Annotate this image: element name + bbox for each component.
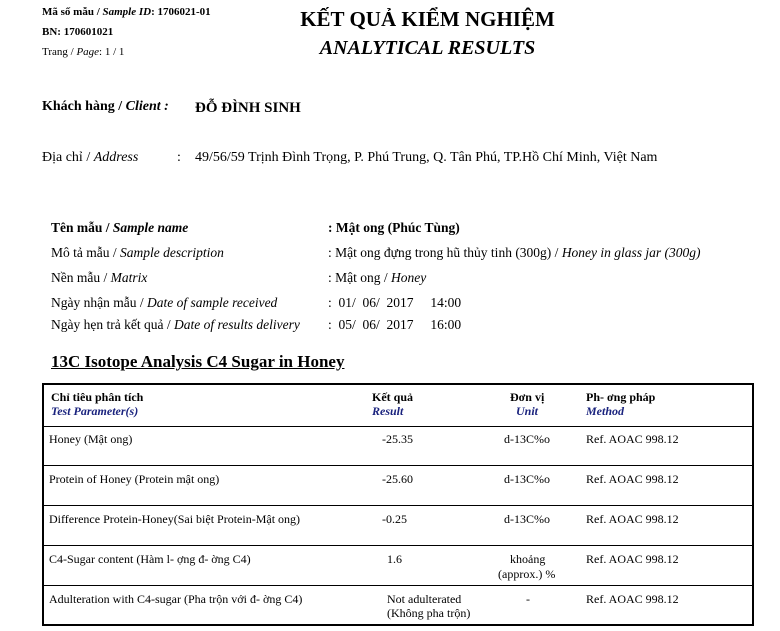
row-2-unit: d-13C%o xyxy=(504,512,550,526)
header-method-vn: Ph- ơng pháp xyxy=(586,390,656,404)
row-0-param: Honey (Mật ong) xyxy=(49,432,133,446)
sample-desc-label xyxy=(51,245,224,261)
row-divider xyxy=(44,545,752,546)
client-name: ĐỖ ĐÌNH SINH xyxy=(195,100,301,116)
address-value: 49/56/59 Trịnh Đình Trọng, P. Phú Trung, Q. Tân Phú, TP.Hồ Chí Minh, Việt Nam xyxy=(195,150,658,165)
row-2-method: Ref. AOAC 998.12 xyxy=(586,512,679,526)
title-vietnamese: KẾT QUẢ KIỂM NGHIỆM xyxy=(300,7,555,31)
matrix-label-en: Matrix xyxy=(110,270,148,285)
row-1-unit: d-13C%o xyxy=(504,472,550,486)
row-divider xyxy=(44,585,752,586)
row-3-method: Ref. AOAC 998.12 xyxy=(586,552,679,566)
row-divider xyxy=(44,505,752,506)
results-table xyxy=(42,383,754,626)
page-value: : 1 / 1 xyxy=(99,46,125,58)
row-1-method: Ref. AOAC 998.12 xyxy=(586,472,679,486)
client-label xyxy=(42,99,169,115)
sample-id-value: : 1706021-01 xyxy=(151,6,211,18)
row-0-unit: d-13C%o xyxy=(504,432,550,446)
row-4-result: Not adulterated xyxy=(387,592,462,606)
row-4-param: Adulteration with C4-sugar (Pha trộn với đ- ờng C4) xyxy=(49,592,303,606)
header-unit-en: Unit xyxy=(516,404,539,418)
sample-desc-label-vn: Mô tả mẫu / xyxy=(51,245,120,260)
row-0-result: -25.35 xyxy=(382,432,413,446)
matrix-value-vn: : Mật ong / xyxy=(328,270,391,285)
sample-id-label-en: Sample ID xyxy=(102,6,152,18)
received-date-label xyxy=(51,295,277,311)
row-divider xyxy=(44,426,752,427)
received-label-en: Date of sample received xyxy=(146,295,278,310)
row-3-result: 1.6 xyxy=(387,552,402,566)
row-4-unit: - xyxy=(526,592,530,606)
header-param-en: Test Parameter(s) xyxy=(51,404,139,418)
sample-desc-value-en: Honey in glass jar (300g) xyxy=(561,245,701,260)
section-title: 13C Isotope Analysis C4 Sugar in Honey xyxy=(51,352,345,371)
address-label xyxy=(42,150,138,166)
matrix-value xyxy=(328,270,426,286)
row-1-param: Protein of Honey (Protein mật ong) xyxy=(49,472,220,486)
sample-name-label-vn: Tên mẫu / xyxy=(51,220,113,235)
client-label-vn: Khách hàng / xyxy=(42,99,126,114)
address-label-en: Address xyxy=(93,150,139,165)
address-colon: : xyxy=(177,150,181,165)
header-result-en: Result xyxy=(372,404,404,418)
header-param-vn: Chỉ tiêu phân tích xyxy=(51,390,144,404)
row-4-result-vn: (Không pha trộn) xyxy=(387,606,471,620)
header-method-en: Method xyxy=(586,404,625,418)
client-label-en: Client : xyxy=(125,99,169,114)
sample-name-label-en: Sample name xyxy=(112,220,189,235)
row-3-unit-approx: (approx.) % xyxy=(498,567,556,581)
sample-id-label-vn: Mã số mẫu / xyxy=(42,6,103,18)
bn-number: BN: 170601021 xyxy=(42,26,114,38)
received-date-value: : 01/ 06/ 2017 14:00 xyxy=(328,295,462,310)
received-label-vn: Ngày nhận mẫu / xyxy=(51,295,147,310)
address-label-vn: Địa chỉ / xyxy=(42,150,94,165)
row-2-param: Difference Protein-Honey(Sai biệt Protein-Mật ong) xyxy=(49,512,301,526)
row-divider xyxy=(44,465,752,466)
matrix-label-vn: Nền mẫu / xyxy=(51,270,111,285)
header-result-vn: Kết quả xyxy=(372,390,414,404)
row-1-result: -25.60 xyxy=(382,472,413,486)
delivery-label-vn: Ngày hẹn trả kết quả / xyxy=(51,317,174,332)
header-unit-vn: Đơn vị xyxy=(510,390,545,404)
matrix-label xyxy=(51,270,147,286)
page-label-vn: Trang / xyxy=(42,46,77,58)
matrix-value-en: Honey xyxy=(391,270,427,285)
sample-desc-value xyxy=(328,245,701,261)
title-english: ANALYTICAL RESULTS xyxy=(319,37,536,59)
row-4-method: Ref. AOAC 998.12 xyxy=(586,592,679,606)
delivery-date-label xyxy=(51,317,300,333)
row-3-param: C4-Sugar content (Hàm l- ợng đ- ờng C4) xyxy=(49,552,251,566)
page-label-en: Page xyxy=(76,46,100,58)
sample-desc-label-en: Sample description xyxy=(120,245,224,260)
sample-desc-value-vn: : Mật ong đựng trong hũ thủy tinh (300g) / xyxy=(328,245,562,260)
row-3-unit: khoảng xyxy=(510,552,546,566)
delivery-date-value: : 05/ 06/ 2017 16:00 xyxy=(328,317,462,332)
row-2-result: -0.25 xyxy=(382,512,407,526)
sample-name-value: : Mật ong (Phúc Tùng) xyxy=(328,220,460,235)
row-0-method: Ref. AOAC 998.12 xyxy=(586,432,679,446)
sample-name-label xyxy=(51,220,188,236)
delivery-label-en: Date of results delivery xyxy=(173,317,300,332)
